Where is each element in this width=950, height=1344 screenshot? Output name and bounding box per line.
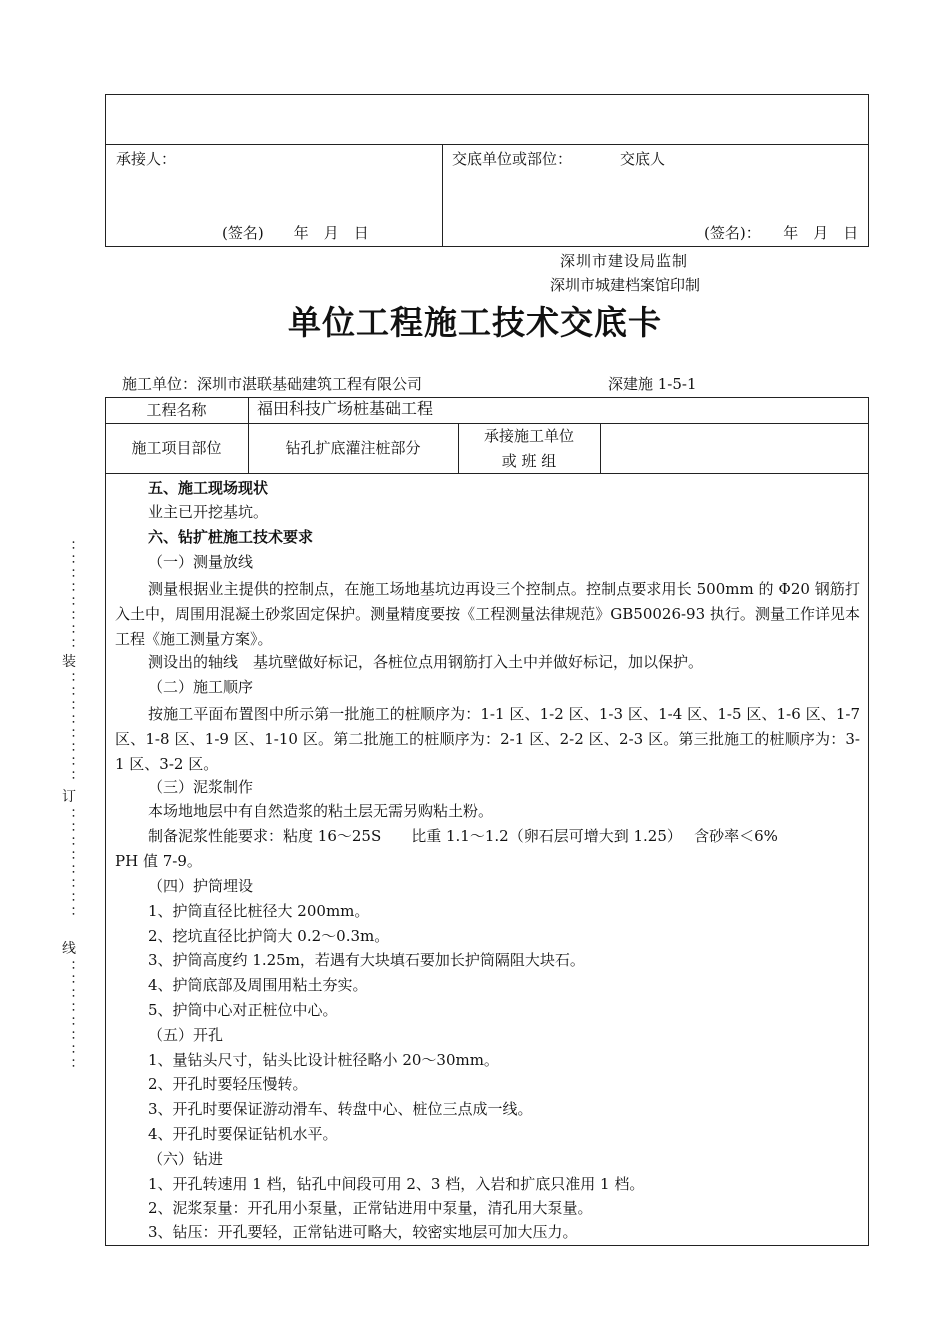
project-name-label: 工程名称: [146, 401, 207, 419]
section-6-title: 六、钻扩桩施工技术要求: [148, 528, 314, 546]
binding-char-zhuang: 装: [62, 654, 76, 670]
slurry-ph-text: PH 值 7-9。: [115, 852, 202, 870]
issuer-person-label: 交底人: [620, 150, 666, 168]
casing-item-1: 1、护筒直径比桩径大 200mm。: [148, 902, 370, 920]
receiver-label: 承接人：: [116, 150, 177, 168]
opening-item-3: 3、开孔时要保证游动滑车、转盘中心、桩位三点成一线。: [148, 1100, 533, 1118]
casing-item-4: 4、护筒底部及周围用粘土夯实。: [148, 976, 368, 994]
binding-dots-mid1: ：：：：：：：：: [61, 672, 77, 784]
slurry-properties-text: 制备泥浆性能要求：粘度 16～25S 比重 1.1～1.2（卵石层可增大到 1.25） 含砂率＜6%: [148, 827, 778, 845]
subsection-sequence: （二）施工顺序: [148, 678, 254, 696]
casing-item-5: 5、护筒中心对正桩位中心。: [148, 1001, 338, 1019]
subsection-slurry: （三）泥浆制作: [148, 778, 254, 796]
project-part-value: 钻孔扩底灌注桩部分: [285, 439, 421, 457]
binding-dots-top: ：：：：：：：：: [61, 540, 77, 652]
opening-item-2: 2、开孔时要轻压慢转。: [148, 1075, 308, 1093]
drilling-item-3: 3、钻压：开孔要轻，正常钻进可略大，较密实地层可加大压力。: [148, 1223, 578, 1241]
section-5-title: 五、施工现场现状: [148, 479, 269, 497]
surveying-paragraph: 测量根据业主提供的控制点，在施工场地基坑边再设三个控制点。控制点要求用长 500mm 的 Φ20 钢筋打入土中，周围用混凝土砂浆固定保护。测量精度要按《工程测量法律规范》GB50026-93 执行。测量工作详见本工程《施工测量方案》。: [115, 580, 860, 648]
subsection-hole-opening: （五）开孔: [148, 1026, 224, 1044]
table-row-divider-1: [105, 423, 869, 424]
project-name-value: 福田科技广场桩基础工程: [257, 399, 434, 418]
issuer-label: 交底单位或部位：: [452, 150, 573, 168]
subsection-casing: （四）护筒埋设: [148, 877, 254, 895]
table-col-divider-3: [600, 423, 601, 473]
issuer-signature-line: (签名)： 年 月 日: [704, 224, 859, 242]
binding-char-ding: 订: [62, 789, 76, 805]
project-part-label: 施工项目部位: [131, 439, 222, 457]
form-divider-horizontal: [105, 144, 869, 145]
publisher-printer: 深圳市城建档案馆印制: [550, 276, 701, 294]
form-code: 深建施 1-5-1: [608, 375, 697, 393]
casing-item-2: 2、挖坑直径比护筒大 0.2～0.3m。: [148, 927, 390, 945]
table-row-divider-2: [105, 473, 869, 474]
opening-item-4: 4、开孔时要保证钻机水平。: [148, 1125, 338, 1143]
publisher-supervisor: 深圳市建设局监制: [560, 252, 689, 270]
drilling-item-1: 1、开孔转速用 1 档，钻孔中间段可用 2、3 档，入岩和扩底只准用 1 档。: [148, 1175, 645, 1193]
casing-item-3: 3、护筒高度约 1.25m，若遇有大块填石要加长护筒隔阻大块石。: [148, 951, 585, 969]
form-divider-vertical: [442, 144, 443, 247]
binding-dots-mid2: ：：：：：：：：: [61, 808, 77, 920]
sequence-paragraph: 按施工平面布置图中所示第一批施工的桩顺序为：1-1 区、1-2 区、1-3 区、1-4 区、1-5 区、1-6 区、1-7 区、1-8 区、1-9 区、1-10 区。第二批施工的桩顺序为：2-1 区、2-2 区、2-3 区。第三批施工的桩顺序为：3-1 区、3-2 区。: [115, 705, 860, 773]
subsection-surveying: （一）测量放线: [148, 553, 254, 571]
slurry-clay-text: 本场地地层中有自然造浆的粘土层无需另购粘土粉。: [148, 802, 494, 820]
document-title: 单位工程施工技术交底卡: [288, 303, 662, 342]
binding-char-xian: 线: [62, 941, 76, 957]
binding-dots-bottom: ：：：：：：：：: [61, 960, 77, 1072]
construction-unit: 施工单位：深圳市湛联基础建筑工程有限公司: [122, 375, 423, 393]
table-col-divider-1: [248, 397, 249, 473]
axis-marking-paragraph: 测设出的轴线 基坑壁做好标记，各桩位点用钢筋打入土中并做好标记，加以保护。: [148, 653, 704, 671]
receiver-signature-line: (签名) 年 月 日: [222, 224, 369, 242]
section-5-text: 业主已开挖基坑。: [148, 503, 269, 521]
drilling-item-2: 2、泥浆泵量：开孔用小泵量，正常钻进用中泵量，清孔用大泵量。: [148, 1199, 593, 1217]
opening-item-1: 1、量钻头尺寸，钻头比设计桩径略小 20～30mm。: [148, 1051, 499, 1069]
subsection-drilling: （六）钻进: [148, 1150, 224, 1168]
receiving-team-label: 或 班 组: [501, 452, 557, 470]
receiving-unit-label: 承接施工单位: [483, 427, 574, 445]
